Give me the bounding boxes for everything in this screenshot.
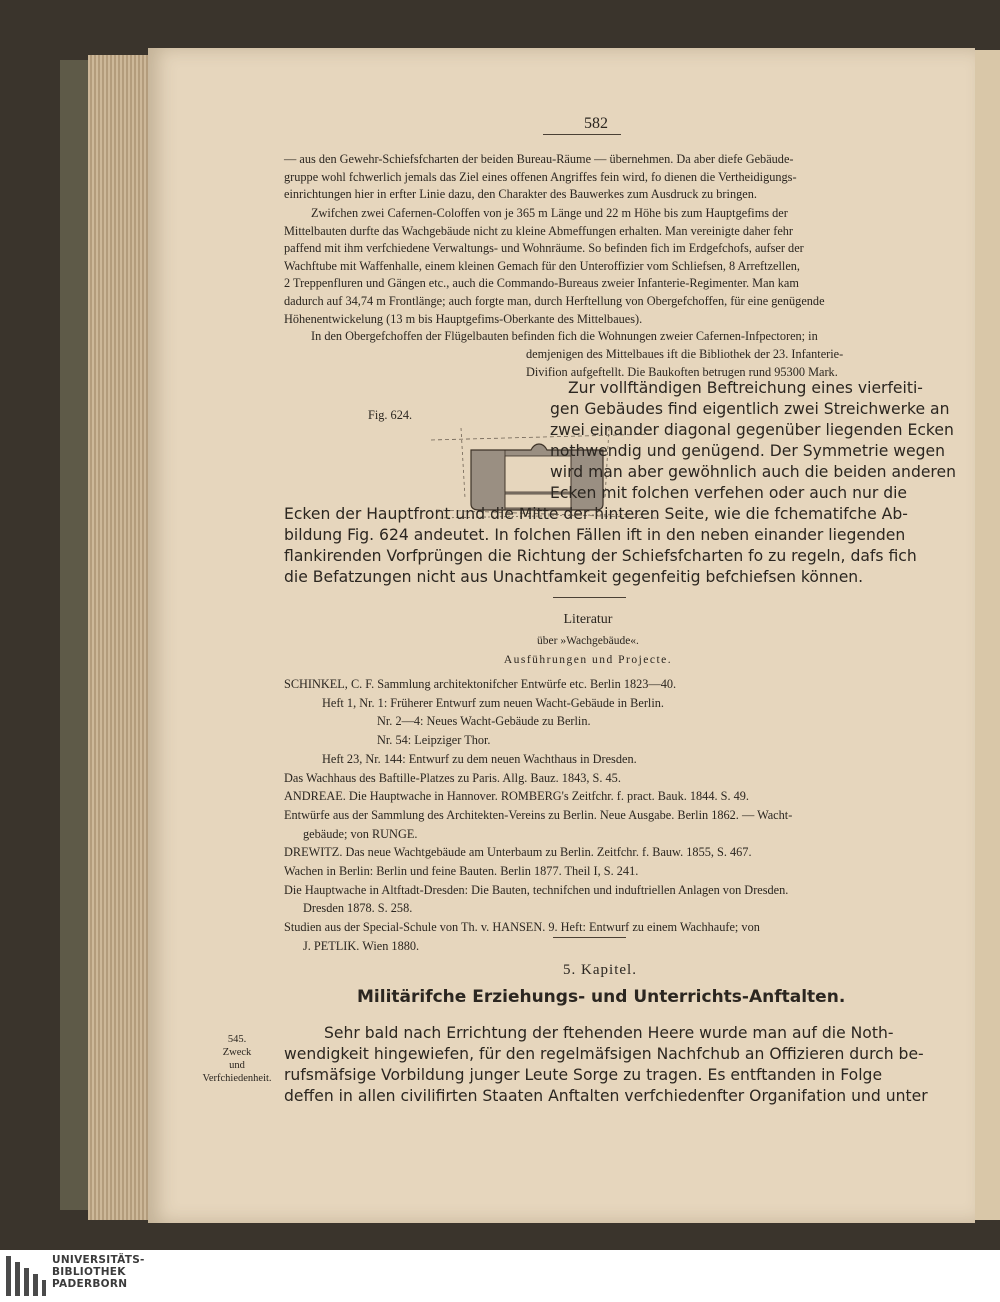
logo-line: BIBLIOTHEK	[52, 1266, 126, 1278]
margin-note	[196, 1033, 278, 1085]
paragraph-library-rest	[526, 346, 888, 381]
text-line: bildung Fig. 624 andeutet. In folchen Fällen ift in den neben einander liegenden	[284, 526, 906, 544]
bib-entry: SCHINKEL, C. F. Sammlung architektonifcher Entwürfe etc. Berlin 1823—40.	[284, 677, 677, 691]
library-footer	[0, 1250, 1000, 1302]
body-text-beside-figure	[550, 378, 956, 504]
page-number-rule	[543, 134, 621, 135]
text-line: In den Obergefchoffen der Flügelbauten befinden fich die Wohnungen zweier Cafernen-Infpectoren; in	[311, 329, 818, 343]
text-line: Zwifchen zwei Cafernen-Coloffen von je 365 m Länge und 22 m Höhe bis zum Hauptgefims der	[311, 206, 788, 220]
page-number: 582	[584, 115, 608, 132]
chapter-number: 5. Kapitel.	[563, 962, 637, 978]
text-line: flankirenden Vorfprüngen die Richtung der Schiefsfcharten fo zu regeln, dafs fich	[284, 547, 917, 565]
text-line: paffend mit ihm verfchiedene Verwaltungs- und Wohnräume. So befinden fich im Erdgefchofs, aufser der	[284, 241, 804, 256]
literatur-heading: Literatur	[563, 612, 613, 627]
literatur-subtitle: über »Wachgebäude«.	[537, 635, 639, 647]
library-logo-icon	[6, 1254, 46, 1298]
text-line: dadurch auf 34,74 m Frontlänge; auch forgte man, durch Herftellung von Obergefchoffen, für eine genügende	[284, 293, 825, 308]
text-line: Höhenentwickelung (13 m bis Hauptgefims-Oberkante des Mittelbaues).	[284, 311, 643, 326]
logo-line: PADERBORN	[52, 1278, 128, 1290]
chapter-body	[284, 1023, 928, 1107]
bib-entry: Heft 23, Nr. 144: Entwurf zu dem neuen Wachthaus in Dresden.	[322, 751, 637, 766]
bib-entry: Das Wachhaus des Baftille-Platzes zu Paris. Allg. Bauz. 1843, S. 45.	[284, 770, 621, 785]
margin-note-line: und	[229, 1060, 245, 1071]
text-line: nothwendig und genügend. Der Symmetrie wegen	[550, 442, 946, 460]
text-line: Divifion aufgeftellt. Die Baukoften betrugen rund 95300 Mark.	[526, 364, 838, 379]
bib-entry: Die Hauptwache in Altftadt-Dresden: Die Bauten, technifchen und induftriellen Anlagen von Dresden.	[284, 882, 789, 897]
paragraph-library-first-line	[311, 328, 888, 346]
text-line: einrichtungen hier in erfter Linie dazu, den Charakter des Bauwerkes zum Ausdruck zu bringen.	[284, 187, 757, 202]
text-line: Sehr bald nach Errichtung der ftehenden Heere wurde man auf die Noth-	[324, 1024, 894, 1042]
text-line: zwei einander diagonal gegenüber liegenden Ecken	[550, 421, 954, 439]
intro-paragraph	[284, 151, 888, 204]
text-line: gruppe wohl fchwerlich jemals das Ziel eines offenen Angriffes fein wird, fo dienen die Vertheidigungs-	[284, 169, 797, 184]
facing-page-edge	[975, 50, 1000, 1220]
bib-entry: Entwürfe aus der Sammlung des Architekten-Vereins zu Berlin. Neue Ausgabe. Berlin 1862. — Wacht-	[284, 807, 793, 822]
book-page	[148, 48, 975, 1223]
bib-entry: J. PETLIK. Wien 1880.	[303, 938, 420, 953]
text-line: die Befatzungen nicht aus Unachtfamkeit gegenfeitig befchiefsen können.	[284, 568, 864, 586]
bib-entry: gebäude; von RUNGE.	[303, 826, 418, 841]
text-line: deffen in allen civilifirten Staaten Anftalten verfchiedenfter Organifation und unter	[284, 1087, 928, 1105]
body-text-full-width	[284, 504, 917, 588]
text-line: demjenigen des Mittelbaues ift die Bibliothek der 23. Infanterie-	[526, 347, 844, 361]
bibliography-list	[284, 675, 894, 956]
text-line: wird man aber gewöhnlich auch die beiden anderen	[550, 463, 956, 481]
text-line: rufsmäfsige Vorbildung junger Leute Sorge zu tragen. Es entftanden in Folge	[284, 1066, 883, 1084]
text-line: Zur vollftändigen Beftreichung eines vierfeiti-	[568, 379, 923, 397]
text-line: wendigkeit hingewiefen, für den regelmäfsigen Nachfchub an Offizieren durch be-	[284, 1045, 924, 1063]
literatur-section: Ausführungen und Projecte.	[503, 654, 673, 666]
margin-note-line: Verfchiedenheit.	[202, 1073, 272, 1084]
paragraph-dimensions	[284, 205, 888, 328]
text-line: 2 Treppenfluren und Gängen etc., auch die Commando-Bureaus zweier Infanterie-Regimenter. Man kam	[284, 276, 799, 291]
library-logo-text	[52, 1254, 145, 1290]
text-line: Ecken der Hauptfront und die Mitte der hinteren Seite, wie die fchematifche Ab-	[284, 505, 908, 523]
section-divider	[553, 597, 626, 598]
margin-note-line: Zweck	[222, 1047, 252, 1058]
bib-entry: Nr. 2—4: Neues Wacht-Gebäude zu Berlin.	[377, 714, 591, 729]
bib-entry: DREWITZ. Das neue Wachtgebäude am Unterbaum zu Berlin. Zeitfchr. f. Bauw. 1855, S. 467.	[284, 845, 752, 860]
bib-entry: Studien aus der Special-Schule von Th. v. HANSEN. 9. Heft: Entwurf zu einem Wachhaufe; von	[284, 920, 760, 935]
figure-caption: Fig. 624.	[368, 408, 413, 422]
text-line: Ecken mit folchen verfehen oder auch nur die	[550, 484, 908, 502]
bib-entry: Nr. 54: Leipziger Thor.	[377, 733, 491, 748]
bib-entry: ANDREAE. Die Hauptwache in Hannover. ROMBERG's Zeitfchr. f. pract. Bauk. 1844. S. 49.	[284, 789, 749, 804]
text-line: gen Gebäudes find eigentlich zwei Streichwerke an	[550, 400, 950, 418]
bib-entry: Heft 1, Nr. 1: Früherer Entwurf zum neuen Wacht-Gebäude in Berlin.	[322, 695, 664, 710]
margin-note-line: 545.	[227, 1034, 247, 1045]
bib-entry: Dresden 1878. S. 258.	[303, 901, 413, 916]
text-line: Wachftube mit Waffenhalle, einem kleinen Gemach für den Unteroffizier vom Schliefsen, 8 Arreftzellen,	[284, 258, 800, 273]
page-edges	[88, 55, 148, 1220]
text-line: — aus den Gewehr-Schiefsfcharten der beiden Bureau-Räume — übernehmen. Da aber diefe Gebäude-	[284, 152, 794, 166]
text-line: Mittelbauten durfte das Wachgebäude nicht zu kleine Abmeffungen erhalten. Man vereinigte daher fehr	[284, 223, 794, 238]
logo-line: UNIVERSITÄTS-	[52, 1254, 145, 1266]
chapter-title: Militärifche Erziehungs- und Unterrichts-Anftalten.	[357, 987, 846, 1007]
chapter-divider	[553, 937, 626, 938]
bib-entry: Wachen in Berlin: Berlin und feine Bauten. Berlin 1877. Theil I, S. 241.	[284, 864, 639, 879]
